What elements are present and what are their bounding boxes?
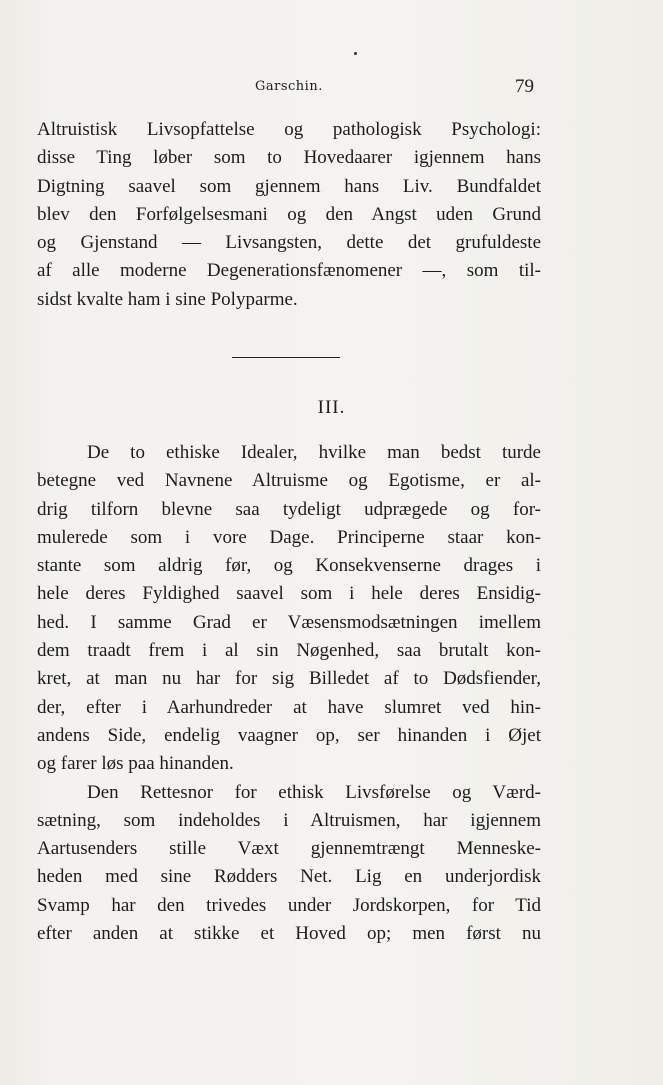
text-line: blev den Forfølgelsesmani og den Angst uden Grund — [37, 203, 541, 225]
paragraph-2 — [37, 439, 541, 948]
text-line: Svamp har den trivedes under Jordskorpen, for Tid — [37, 894, 541, 916]
text-line: andens Side, endelig vaagner op, ser hinanden i Øjet — [37, 724, 541, 746]
text-line: sidst kvalte ham i sine Polyparme. — [37, 288, 298, 310]
text-line: der, efter i Aarhundreder at have slumret ved hin- — [37, 696, 541, 718]
text-line: disse Ting løber som to Hovedaarer igjennem hans — [37, 147, 541, 169]
text-line: efter anden at stikke et Hoved op; men først nu — [37, 923, 541, 945]
text-line: drig tilforn blevne saa tydeligt udprægede og for- — [37, 498, 541, 520]
text-line: Altruistisk Livsopfattelse og pathologisk Psychologi: — [37, 119, 541, 140]
text-line: hele deres Fyldighed saavel som i hele deres Ensidig- — [37, 583, 541, 605]
text-line: og Gjenstand — Livsangsten, dette det grufuldeste — [37, 232, 541, 254]
text-line: mulerede som i vore Dage. Principerne staar kon- — [37, 526, 541, 548]
text-line: kret, at man nu har for sig Billedet af to Dødsfiender, — [37, 668, 541, 690]
text-line: sætning, som indeholdes i Altruismen, har igjennem — [37, 809, 541, 831]
text-line: Aartusenders stille Væxt gjennemtrængt Menneske- — [37, 838, 541, 860]
text-line: De to ethiske Idealer, hvilke man bedst turde — [87, 442, 541, 463]
text-line: og farer løs paa hinanden. — [37, 753, 234, 775]
text-line: heden med sine Rødders Net. Lig en underjordisk — [37, 866, 541, 888]
section-divider — [232, 357, 340, 358]
text-line: hed. I samme Grad er Væsensmodsætningen imellem — [37, 611, 541, 633]
text-line: stante som aldrig før, og Konsekvenserne drages i — [37, 555, 541, 577]
text-line: dem traadt frem i al sin Nøgenhed, saa brutalt kon- — [37, 640, 541, 662]
running-head — [0, 76, 663, 100]
running-title: Garschin. — [255, 79, 323, 94]
text-line: Digtning saavel som gjennem hans Liv. Bundfaldet — [37, 175, 541, 197]
text-line: betegne ved Navnene Altruisme og Egotisme, er al- — [37, 470, 541, 492]
text-line: Den Rettesnor for ethisk Livsførelse og Værd- — [87, 781, 541, 803]
printer-dot — [354, 52, 357, 55]
text-line: af alle moderne Degenerationsfænomener —, som til- — [37, 260, 541, 282]
page-number: 79 — [515, 76, 534, 97]
paragraph-1 — [37, 116, 541, 314]
section-heading: III. — [317, 397, 346, 418]
